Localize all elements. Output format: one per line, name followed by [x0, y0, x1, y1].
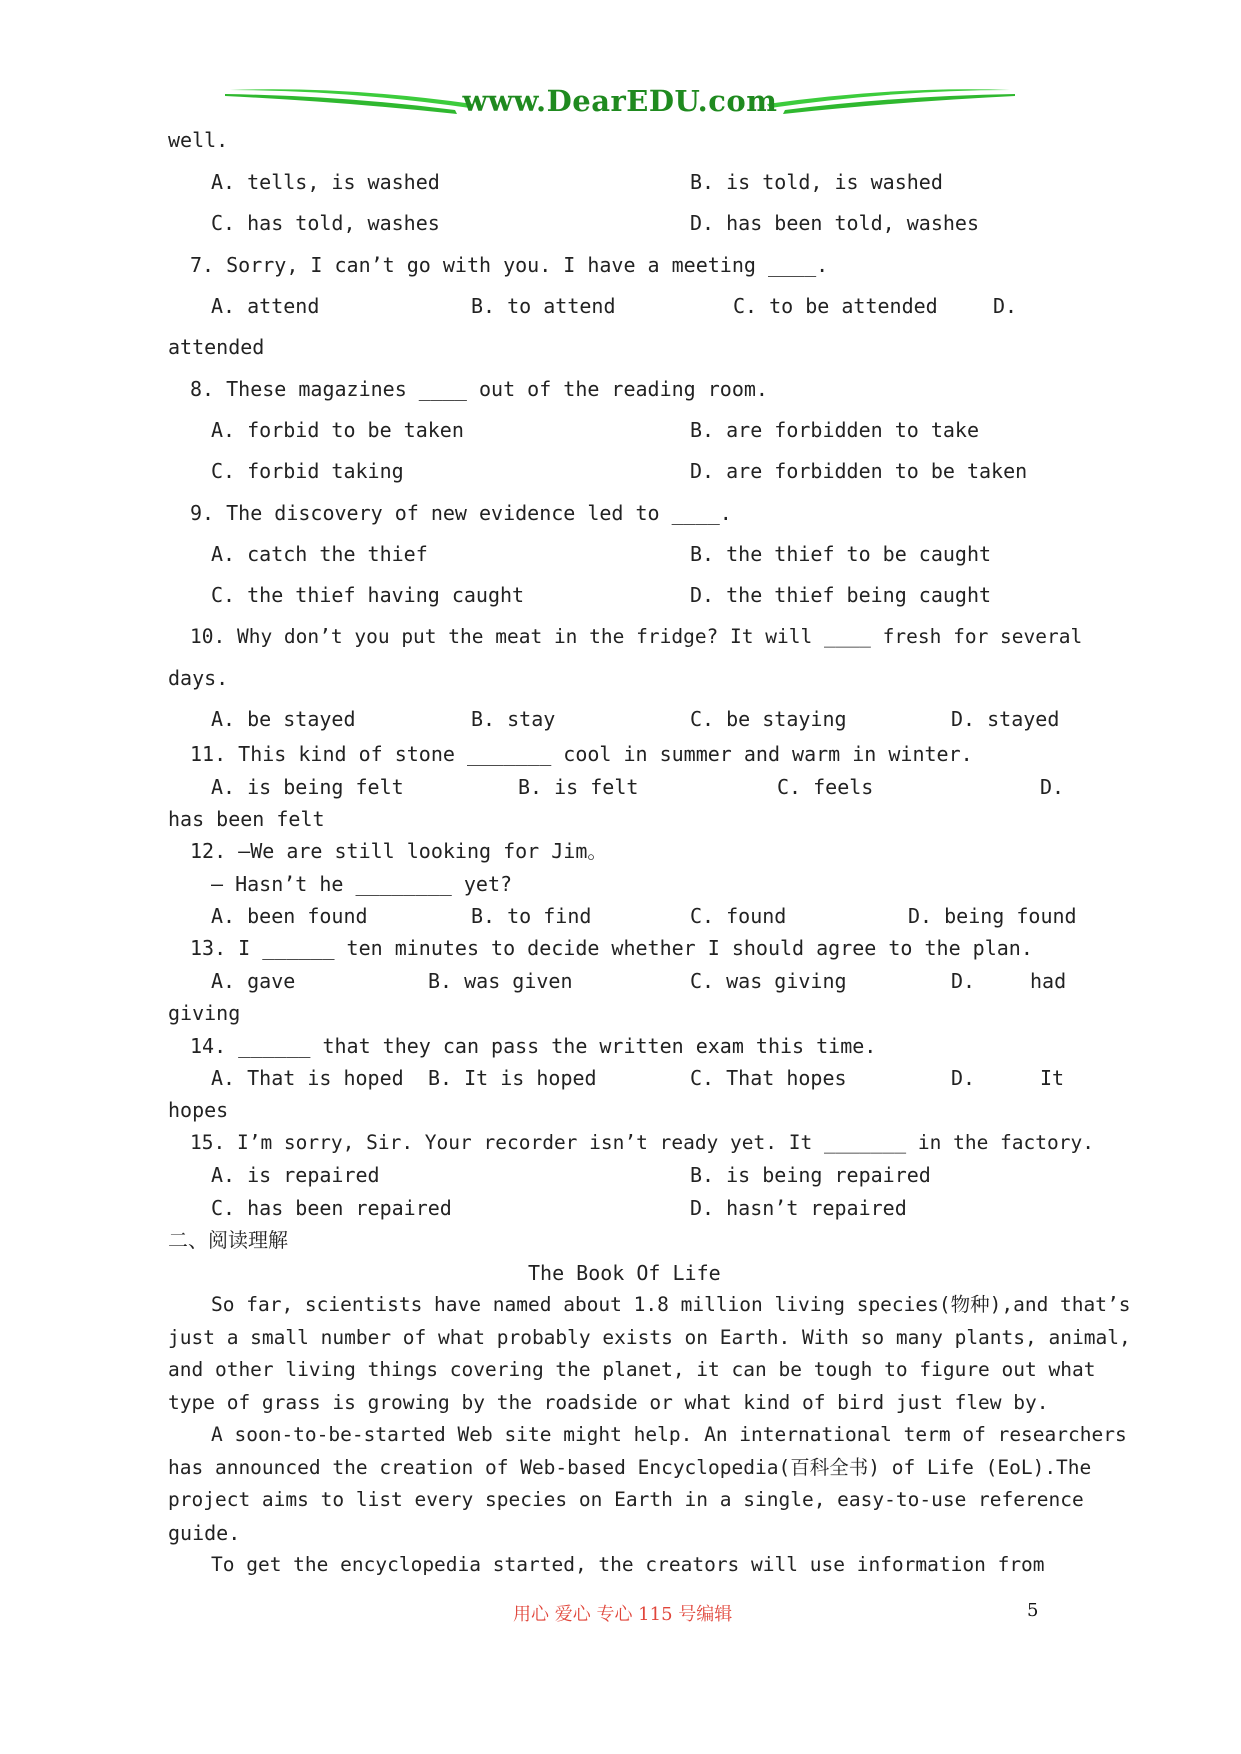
text-line: It: [1040, 1066, 1065, 1090]
site-name: www.DearEDU.com: [462, 84, 778, 118]
passage-line: So far, scientists have named about 1.8 million living species(物种),and that’s: [211, 1293, 1131, 1316]
passage-line: A soon-to-be-started Web site might help. An international term of researchers: [211, 1423, 1127, 1446]
passage-line: To get the encyclopedia started, the creators will use information from: [211, 1553, 1045, 1576]
option-d: D. being found: [908, 904, 1077, 928]
question-7: 7. Sorry, I can’t go with you. I have a meeting ____.: [190, 253, 829, 277]
option-c: C. be staying: [690, 707, 847, 731]
option-c: C. to be attended: [733, 294, 938, 318]
option-b: B. the thief to be caught: [690, 542, 992, 566]
option-d: D.: [1040, 775, 1065, 799]
text-line: — Hasn’t he ________ yet?: [211, 872, 513, 896]
option-a: A. tells, is washed: [211, 170, 440, 194]
option-b: B. is being repaired: [690, 1163, 931, 1187]
text-line: has been felt: [168, 807, 325, 831]
option-d: D. are forbidden to be taken: [690, 459, 1028, 483]
text-line: had: [1030, 969, 1067, 993]
option-b: B. are forbidden to take: [690, 418, 979, 442]
option-a: A. forbid to be taken: [211, 418, 464, 442]
passage-line: guide.: [168, 1521, 241, 1545]
question-14: 14. ______ that they can pass the written exam this time.: [190, 1034, 877, 1058]
text-line: days.: [168, 666, 229, 690]
option-d: D.: [951, 1066, 976, 1090]
passage-title: The Book Of Life: [528, 1261, 721, 1285]
page-footer: [0, 1600, 1241, 1630]
option-b: B. was given: [428, 969, 573, 993]
question-13: 13. I ______ ten minutes to decide whether I should agree to the plan.: [190, 936, 1033, 960]
option-d: D. the thief being caught: [690, 583, 992, 607]
option-a: A. be stayed: [211, 707, 356, 731]
question-12: 12. —We are still looking for Jim。: [190, 839, 608, 863]
option-a: A. attend: [211, 294, 320, 318]
footer-text: 用心 爱心 专心 115 号编辑: [513, 1604, 733, 1625]
option-c: C. feels: [777, 775, 874, 799]
option-c: C. has been repaired: [211, 1196, 452, 1220]
option-d: D.: [951, 969, 976, 993]
text-line: well.: [168, 128, 229, 152]
passage-line: project aims to list every species on Earth in a single, easy-to-use reference: [168, 1488, 1084, 1511]
option-b: B. is told, is washed: [690, 170, 943, 194]
text-line: attended: [168, 335, 265, 359]
passage-line: type of grass is growing by the roadside or what kind of bird just flew by.: [168, 1391, 1049, 1414]
question-15: 15. I’m sorry, Sir. Your recorder isn’t ready yet. It _______ in the factory.: [190, 1131, 1094, 1154]
option-d: D.: [993, 294, 1018, 318]
option-d: D. stayed: [951, 707, 1060, 731]
page-header: [225, 82, 1015, 122]
question-8: 8. These magazines ____ out of the reading room.: [190, 377, 768, 401]
passage-line: and other living things covering the planet, it can be tough to figure out what: [168, 1358, 1096, 1381]
text-line: giving: [168, 1001, 241, 1025]
option-a: A. gave: [211, 969, 296, 993]
option-d: D. hasn’t repaired: [690, 1196, 907, 1220]
option-b: B. stay: [471, 707, 556, 731]
passage-line: just a small number of what probably exists on Earth. With so many plants, animal,: [168, 1326, 1131, 1349]
option-a: A. is repaired: [211, 1163, 380, 1187]
text-line: hopes: [168, 1098, 229, 1122]
option-c: C. the thief having caught: [211, 583, 525, 607]
option-b: B. It is hoped: [428, 1066, 597, 1090]
question-11: 11. This kind of stone _______ cool in summer and warm in winter.: [190, 742, 973, 766]
option-a: A. been found: [211, 904, 368, 928]
section-heading: 二、阅读理解: [168, 1228, 288, 1252]
option-b: B. to attend: [471, 294, 616, 318]
option-c: C. forbid taking: [211, 459, 404, 483]
option-a: A. is being felt: [211, 775, 404, 799]
option-d: D. has been told, washes: [690, 211, 979, 235]
question-10: 10. Why don’t you put the meat in the fridge? It will ____ fresh for several: [190, 625, 1083, 648]
option-a: A. catch the thief: [211, 542, 428, 566]
passage-line: has announced the creation of Web-based Encyclopedia(百科全书) of Life (EoL).The: [168, 1456, 1092, 1479]
option-c: C. found: [690, 904, 787, 928]
page-number: 5: [1027, 1600, 1039, 1621]
option-b: B. to find: [471, 904, 592, 928]
option-c: C. That hopes: [690, 1066, 847, 1090]
option-a: A. That is hoped: [211, 1066, 404, 1090]
option-c: C. has told, washes: [211, 211, 440, 235]
question-9: 9. The discovery of new evidence led to ____.: [190, 501, 732, 525]
option-b: B. is felt: [518, 775, 639, 799]
option-c: C. was giving: [690, 969, 847, 993]
